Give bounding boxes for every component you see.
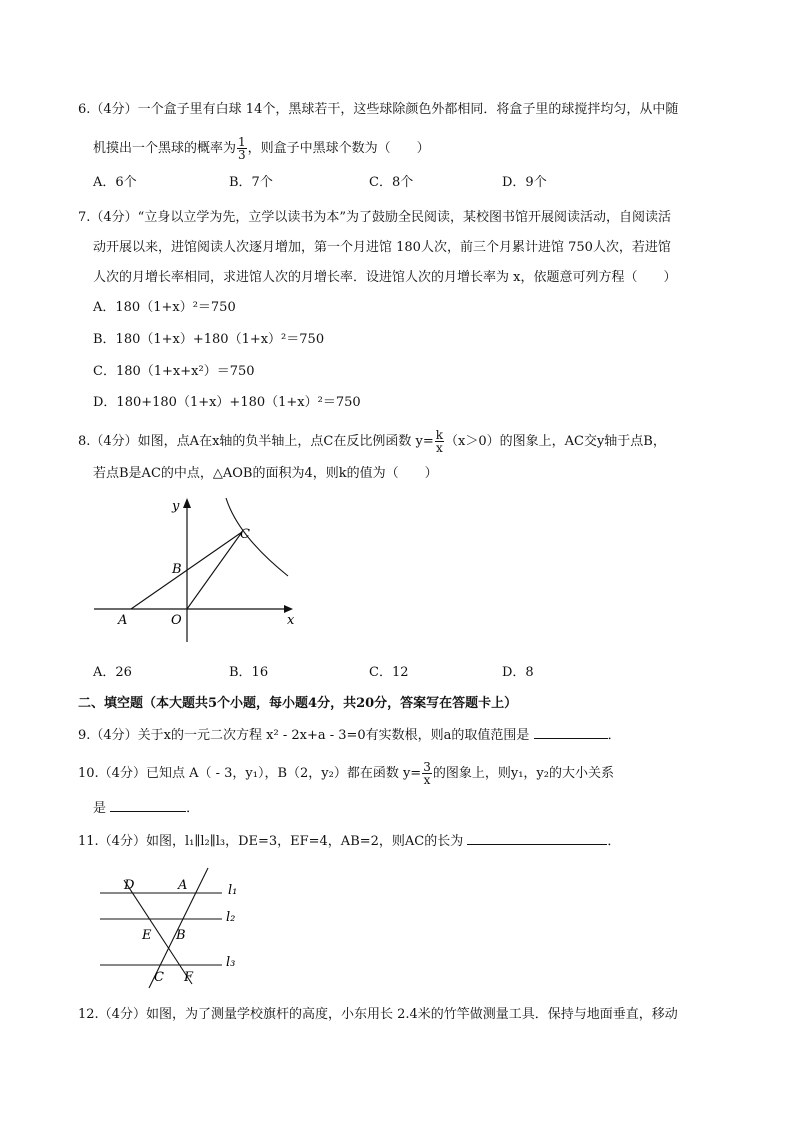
q9-answer-blank[interactable] xyxy=(534,726,608,739)
q6-option-b[interactable]: B．7个 xyxy=(229,175,273,190)
q8-option-a[interactable]: A．26 xyxy=(93,665,132,680)
q6-option-a[interactable]: A．6个 xyxy=(93,175,137,190)
q10-line2-text: 是 xyxy=(93,801,107,816)
q6-line2 xyxy=(93,136,430,161)
q11-end: ． xyxy=(607,834,621,849)
q8-y-arrow xyxy=(183,498,191,508)
q8-option-b[interactable]: B．16 xyxy=(229,665,269,680)
q7-line3: 人次的月增长率相同，求进馆人次的月增长率．设进馆人次的月增长率为 x，依题意可列方程（ ） xyxy=(93,270,677,285)
q6-frac-num: 1 xyxy=(238,135,246,149)
q8-fraction xyxy=(435,429,444,454)
q10-line1-b: 的图象上，则y₁，y₂的大小关系 xyxy=(432,766,614,781)
q10-line2 xyxy=(93,799,199,818)
q6-option-d[interactable]: D．9个 xyxy=(502,175,547,190)
q10-fraction xyxy=(422,761,432,786)
q8-option-d[interactable]: D．8 xyxy=(502,665,534,680)
q7-line1: 7.（4分）“立身以立学为先，立学以读书为本”为了鼓励全民阅读，某校图书馆开展阅读活动，自阅读活 xyxy=(78,210,671,225)
q8-label-x: x xyxy=(287,613,295,628)
q8-label-c: C xyxy=(240,527,250,542)
q8-line2: 若点B是AC的中点，△AOB的面积为4，则k的值为（ ） xyxy=(93,466,438,481)
q6-line2-a: 机摸出一个黑球的概率为 xyxy=(93,141,237,156)
q7-option-d[interactable]: D．180+180（1+x）+180（1+x）²＝750 xyxy=(93,395,361,410)
q7-option-b[interactable]: B．180（1+x）+180（1+x）²＝750 xyxy=(93,332,325,347)
q6-fraction xyxy=(237,136,247,161)
q6-line2-b: ，则盒子中黑球个数为（ ） xyxy=(247,141,430,156)
q11-label-l3: l₃ xyxy=(226,955,236,970)
q6-frac-den: 3 xyxy=(238,148,246,162)
q8-label-o: O xyxy=(171,613,182,628)
q11-label-b: B xyxy=(176,928,186,943)
q7-option-a[interactable]: A．180（1+x）²＝750 xyxy=(93,300,236,315)
q11-label-d: D xyxy=(124,878,135,893)
q6-option-c[interactable]: C．8个 xyxy=(369,175,414,190)
q9-text: 9.（4分）关于x的一元二次方程 x² - 2x+a - 3=0有实数根，则a的取值范围是 xyxy=(78,728,530,743)
q8-figure xyxy=(90,492,305,642)
q11-label-c: C xyxy=(154,970,164,985)
q8-option-c[interactable]: C．12 xyxy=(369,665,409,680)
q10-frac-den: x xyxy=(423,773,431,787)
q10-frac-num: 3 xyxy=(423,760,431,774)
q8-line1-a: 8.（4分）如图，点A在x轴的负半轴上，点C在反比例函数 y= xyxy=(78,434,434,449)
q11-label-a: A xyxy=(178,878,188,893)
q7-line2: 动开展以来，进馆阅读人次逐月增加，第一个月进馆 180人次，前三个月累计进馆 750人次，若进馆 xyxy=(93,240,671,255)
q10-answer-blank[interactable] xyxy=(110,799,186,812)
q10-line1 xyxy=(78,761,614,786)
q10-line1-a: 10.（4分）已知点 A（ - 3，y₁），B（2，y₂）都在函数 y= xyxy=(78,766,422,781)
q11-figure xyxy=(94,866,254,990)
q11-label-e: E xyxy=(142,928,152,943)
q11-line xyxy=(78,832,620,851)
q8-x-arrow xyxy=(284,605,293,613)
q11-label-l2: l₂ xyxy=(226,910,236,925)
q6-line1: 6.（4分）一个盒子里有白球 14个，黑球若干，这些球除颜色外都相同．将盒子里的球搅拌均匀，从中随 xyxy=(78,102,679,117)
q12-line1: 12.（4分）如图，为了测量学校旗杆的高度，小东用长 2.4米的竹竿做测量工具．保持与地面垂直，移动 xyxy=(78,1007,678,1022)
q10-end: ． xyxy=(186,801,200,816)
q9-line xyxy=(78,726,621,745)
q11-text: 11.（4分）如图，l₁∥l₂∥l₃，DE=3，EF=4，AB=2，则AC的长为 xyxy=(78,834,464,849)
q7-option-c[interactable]: C．180（1+x+x²）＝750 xyxy=(93,364,255,379)
q8-label-a: A xyxy=(118,613,128,628)
q8-label-b: B xyxy=(172,562,182,577)
q8-segment-oc xyxy=(187,532,242,609)
q8-line1-b: （x＞0）的图象上，AC交y轴于点B， xyxy=(445,434,666,449)
q8-label-y: y xyxy=(172,499,180,514)
q8-frac-den: x xyxy=(435,441,443,455)
q8-frac-num: k xyxy=(435,428,443,442)
q11-label-f: F xyxy=(184,970,194,985)
q11-answer-blank[interactable] xyxy=(467,832,607,845)
q8-line1 xyxy=(78,429,666,454)
section-title: 二、填空题（本大题共5个小题，每小题4分，共20分，答案写在答题卡上） xyxy=(78,696,518,711)
q9-end: ． xyxy=(607,728,621,743)
q11-label-l1: l₁ xyxy=(228,883,238,898)
